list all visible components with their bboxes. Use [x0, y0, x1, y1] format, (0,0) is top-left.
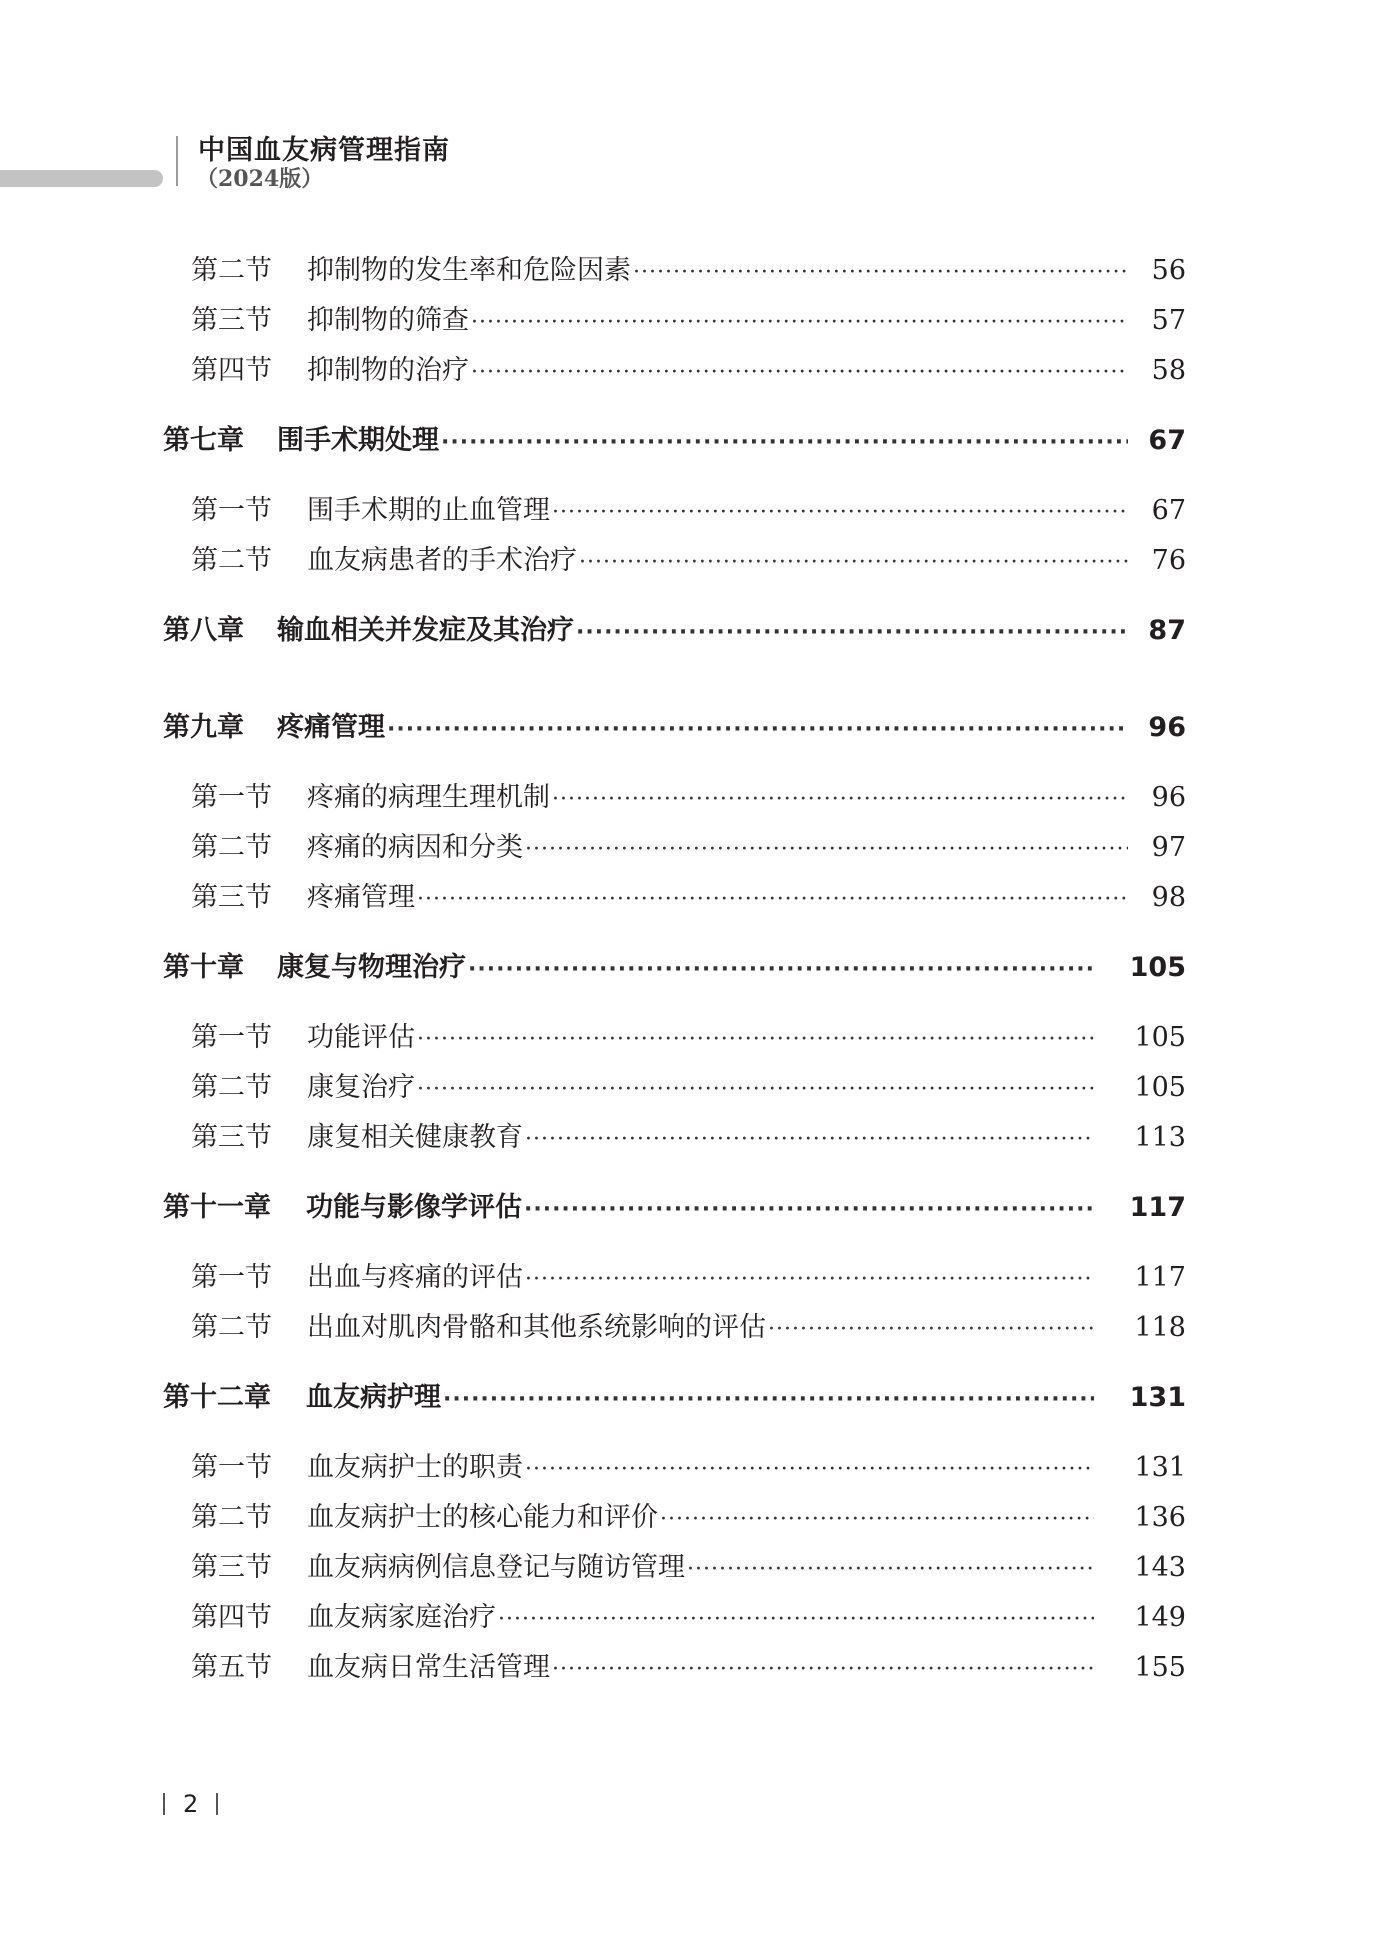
leader-dots — [525, 1267, 1094, 1292]
toc-section[interactable] — [163, 1255, 1186, 1305]
toc-section[interactable] — [163, 825, 1186, 875]
section-title: 抑制物的治疗 — [307, 355, 469, 386]
toc-section[interactable] — [163, 1065, 1186, 1115]
toc-chapter[interactable] — [163, 945, 1186, 995]
section-number: 第二节 — [191, 545, 272, 576]
page-number: 118 — [1134, 1312, 1186, 1343]
toc-section[interactable] — [163, 298, 1186, 348]
section-title: 血友病护士的职责 — [307, 1452, 523, 1483]
toc-chapter[interactable] — [163, 705, 1186, 755]
toc-section[interactable] — [163, 348, 1186, 398]
header-accent-bar — [0, 170, 163, 187]
page-number: 105 — [1134, 1022, 1186, 1053]
footer-page-number: 2 — [183, 1790, 199, 1818]
footer-bar-right — [216, 1793, 218, 1815]
toc-chapter[interactable] — [163, 608, 1186, 658]
toc-chapter[interactable] — [163, 1375, 1186, 1425]
page-footer — [163, 1790, 218, 1818]
toc-section[interactable] — [163, 488, 1186, 538]
chapter-title: 血友病护理 — [306, 1382, 441, 1413]
toc-section[interactable] — [163, 1015, 1186, 1065]
section-title: 血友病护士的核心能力和评价 — [307, 1502, 658, 1533]
leader-dots — [525, 1457, 1094, 1482]
section-number: 第二节 — [191, 255, 272, 286]
page-number: 117 — [1129, 1192, 1186, 1223]
header-divider — [176, 136, 178, 186]
page-number: 58 — [1151, 355, 1186, 386]
section-title: 血友病病例信息登记与随访管理 — [307, 1552, 685, 1583]
section-number: 第三节 — [191, 882, 272, 913]
leader-dots — [525, 1127, 1094, 1152]
section-title: 血友病日常生活管理 — [307, 1652, 550, 1683]
page-number: 136 — [1134, 1502, 1186, 1533]
page-number: 96 — [1151, 782, 1186, 813]
chapter-number: 第八章 — [163, 615, 244, 646]
section-title: 康复相关健康教育 — [307, 1122, 523, 1153]
chapter-number: 第十章 — [163, 952, 244, 983]
leader-dots — [468, 957, 1094, 982]
section-title: 血友病家庭治疗 — [307, 1602, 496, 1633]
chapter-title: 疼痛管理 — [277, 712, 385, 743]
section-title: 康复治疗 — [307, 1072, 415, 1103]
chapter-title: 康复与物理治疗 — [277, 952, 466, 983]
page-number: 67 — [1148, 425, 1186, 456]
section-title: 围手术期的止血管理 — [307, 495, 550, 526]
section-number: 第一节 — [191, 782, 272, 813]
leader-dots — [552, 500, 1128, 525]
page-number: 105 — [1134, 1072, 1186, 1103]
section-number: 第四节 — [191, 355, 272, 386]
leader-dots — [443, 1387, 1094, 1412]
section-title: 疼痛的病理生理机制 — [307, 782, 550, 813]
chapter-title: 输血相关并发症及其治疗 — [277, 615, 574, 646]
leader-dots — [633, 260, 1128, 285]
toc-chapter[interactable] — [163, 418, 1186, 468]
page-number: 131 — [1134, 1452, 1186, 1483]
section-number: 第二节 — [191, 1072, 272, 1103]
page-number: 149 — [1134, 1602, 1186, 1633]
section-title: 抑制物的筛查 — [307, 305, 469, 336]
leader-dots — [768, 1317, 1094, 1342]
leader-dots — [525, 837, 1128, 862]
page-number: 155 — [1134, 1652, 1186, 1683]
toc-section[interactable] — [163, 1545, 1186, 1595]
toc-chapter[interactable] — [163, 1185, 1186, 1235]
leader-dots — [552, 1657, 1094, 1682]
section-number: 第四节 — [191, 1602, 272, 1633]
table-of-contents — [163, 248, 1186, 1695]
footer-bar-left — [163, 1793, 165, 1815]
leader-dots — [417, 1027, 1094, 1052]
page-number: 67 — [1151, 495, 1186, 526]
toc-section[interactable] — [163, 1445, 1186, 1495]
toc-section[interactable] — [163, 248, 1186, 298]
section-number: 第三节 — [191, 305, 272, 336]
page-number: 131 — [1129, 1382, 1186, 1413]
leader-dots — [417, 1077, 1094, 1102]
section-title: 血友病患者的手术治疗 — [307, 545, 577, 576]
toc-section[interactable] — [163, 775, 1186, 825]
toc-section[interactable] — [163, 1595, 1186, 1645]
leader-dots — [471, 310, 1128, 335]
page-number: 87 — [1148, 615, 1186, 646]
section-number: 第二节 — [191, 832, 272, 863]
chapter-title: 功能与影像学评估 — [306, 1192, 522, 1223]
section-title: 疼痛管理 — [307, 882, 415, 913]
chapter-number: 第七章 — [163, 425, 244, 456]
section-number: 第一节 — [191, 495, 272, 526]
section-number: 第三节 — [191, 1122, 272, 1153]
page-number: 56 — [1151, 255, 1186, 286]
page-number: 97 — [1151, 832, 1186, 863]
page-number: 105 — [1129, 952, 1186, 983]
toc-section[interactable] — [163, 1305, 1186, 1355]
leader-dots — [552, 787, 1128, 812]
page-number: 96 — [1148, 712, 1186, 743]
book-title: 中国血友病管理指南 — [198, 135, 450, 166]
toc-section[interactable] — [163, 538, 1186, 588]
page-number: 57 — [1151, 305, 1186, 336]
section-number: 第五节 — [191, 1652, 272, 1683]
section-title: 抑制物的发生率和危险因素 — [307, 255, 631, 286]
leader-dots — [579, 550, 1128, 575]
toc-section[interactable] — [163, 1115, 1186, 1165]
chapter-title: 围手术期处理 — [277, 425, 439, 456]
toc-section[interactable] — [163, 1495, 1186, 1545]
section-number: 第二节 — [191, 1312, 272, 1343]
page-number: 98 — [1151, 882, 1186, 913]
leader-dots — [387, 717, 1128, 742]
section-title: 出血对肌肉骨骼和其他系统影响的评估 — [307, 1312, 766, 1343]
toc-section[interactable] — [163, 1645, 1186, 1695]
section-number: 第一节 — [191, 1452, 272, 1483]
page-number: 113 — [1134, 1122, 1186, 1153]
section-title: 出血与疼痛的评估 — [307, 1262, 523, 1293]
leader-dots — [524, 1197, 1094, 1222]
leader-dots — [660, 1507, 1094, 1532]
section-number: 第一节 — [191, 1022, 272, 1053]
section-title: 疼痛的病因和分类 — [307, 832, 523, 863]
leader-dots — [417, 887, 1128, 912]
chapter-number: 第十二章 — [163, 1382, 271, 1413]
section-number: 第一节 — [191, 1262, 272, 1293]
section-title: 功能评估 — [307, 1022, 415, 1053]
leader-dots — [687, 1557, 1094, 1582]
book-edition: （2024版） — [196, 166, 324, 192]
section-number: 第二节 — [191, 1502, 272, 1533]
leader-dots — [441, 430, 1128, 455]
page-number: 76 — [1151, 545, 1186, 576]
leader-dots — [576, 620, 1128, 645]
chapter-number: 第十一章 — [163, 1192, 271, 1223]
page-number: 143 — [1134, 1552, 1186, 1583]
leader-dots — [498, 1607, 1094, 1632]
leader-dots — [471, 360, 1128, 385]
toc-section[interactable] — [163, 875, 1186, 925]
section-number: 第三节 — [191, 1552, 272, 1583]
chapter-number: 第九章 — [163, 712, 244, 743]
page-number: 117 — [1134, 1262, 1186, 1293]
